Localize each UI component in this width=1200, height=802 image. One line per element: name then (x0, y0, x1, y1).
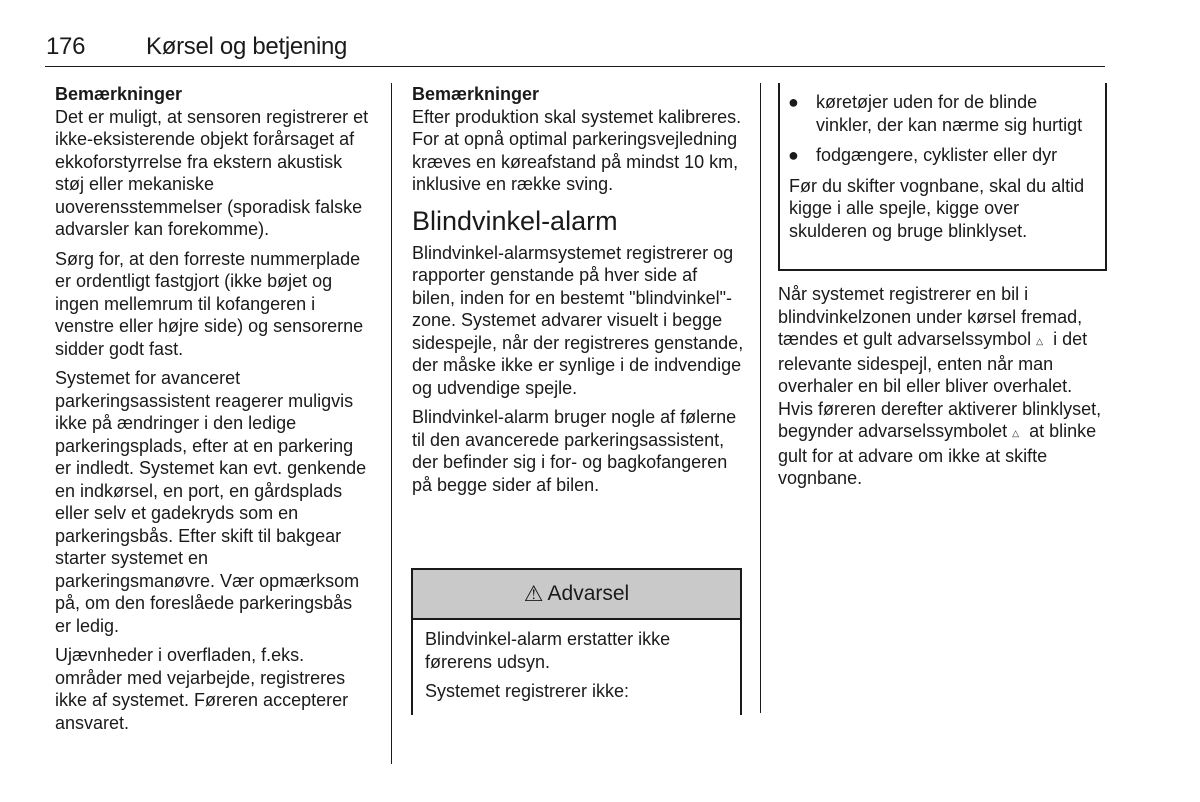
notes-heading: Bemærkninger (55, 84, 183, 104)
paragraph: Systemet for avanceret parkeringsassistent reagerer muligvis ikke på ændringer i den ledige parkeringsplads, efter at en parkering er indledt. Systemet kan evt. genkende en indkørsel, en port, en gårdsplads eller selv et gadekryds som en parkeringsbås. Efter skift til bakgear starter systemet en parkeringsmanøvre. Vær opmærksom på, om den foreslåede parkeringsbås er ledig. (55, 368, 367, 636)
warning-header (413, 570, 740, 620)
bullet-icon: ● (788, 145, 799, 165)
paragraph: Blindvinkel-alarmsystemet registrerer og rapporter genstande på hver side af bilen, inden for en bestemt "blindvinkel"-zone. Systemet advarer visuelt i begge sidespejle, når der registreres genstande, der måske ikke er synlige i de indvendige og udvendige spejle. (412, 242, 744, 398)
header-rule (45, 66, 1105, 67)
list-item: ● fodgængere, cyklister eller dyr (788, 145, 1058, 165)
paragraph: Før du skifter vognbane, skal du altid kigge i alle spejle, kigge over skulderen og bruge blinklyset. (789, 175, 1085, 241)
warning-continuation-box (778, 83, 1107, 271)
paragraph: Systemet registrerer ikke: (425, 681, 630, 701)
paragraph: Det er muligt, at sensoren registrerer et ikke-eksisterende objekt forårsaget af ekkoforstyrrelse fra ekstern akustisk støj eller mekaniske uoverensstemmelser (sporadisk falske advarsler kan forekomme). (55, 106, 369, 239)
column-middle (412, 83, 745, 503)
warning-box (411, 568, 742, 715)
column-divider-1 (391, 83, 392, 764)
column-left (55, 83, 373, 741)
paragraph: Når systemet registrerer en bil i blindvinkelzonen under kørsel fremad, tændes et gult advarselssymbol △ i det relevante sidespejl, enten når man overhaler en bil eller bliver overhalet. Hvis føreren derefter aktiverer blinklyset, begynder advarselssymbolet △ at blinke gult for at advare om ikke at skifte vognbane. (778, 284, 1102, 488)
warning-body (413, 620, 740, 703)
paragraph: Efter produktion skal systemet kalibreres. For at opnå optimal parkeringsvejledning kræves en køreafstand på mindst 10 km, inklusive en række sving. (412, 106, 742, 194)
list-item: ● køretøjer uden for de blinde vinkler, der kan nærme sig hurtigt (788, 92, 1083, 135)
page-title: Kørsel og betjening (146, 33, 348, 60)
paragraph: Sørg for, at den forreste nummerplade er ordentligt fastgjort (ikke bøjet og ingen mellemrum til kofangeren i venstre eller højre side) og sensorerne sidder godt fast. (55, 248, 364, 359)
page-header (46, 33, 347, 61)
column-right (778, 283, 1110, 497)
page-number: 176 (46, 33, 86, 60)
warning-triangle-icon: ⚠ (523, 580, 544, 606)
notes-heading: Bemærkninger (412, 84, 540, 104)
bullet-list (780, 91, 1105, 167)
blind-spot-warning-icon: △ (1036, 336, 1049, 346)
bullet-icon: ● (788, 92, 799, 112)
paragraph: Blindvinkel-alarm erstatter ikke førerens udsyn. (425, 629, 671, 672)
section-title: Blindvinkel-alarm (412, 205, 618, 236)
paragraph: Blindvinkel-alarm bruger nogle af følerne til den avancerede parkeringsassistent, der befinder sig i for- og bagkofangeren på begge sider af bilen. (412, 407, 737, 495)
blind-spot-warning-icon: △ (1012, 428, 1025, 438)
warning-title: Advarsel (547, 581, 630, 605)
column-divider-2 (760, 83, 761, 713)
paragraph: Ujævnheder i overfladen, f.eks. områder med vejarbejde, registreres ikke af systemet. Føreren accepterer ansvaret. (55, 645, 349, 733)
